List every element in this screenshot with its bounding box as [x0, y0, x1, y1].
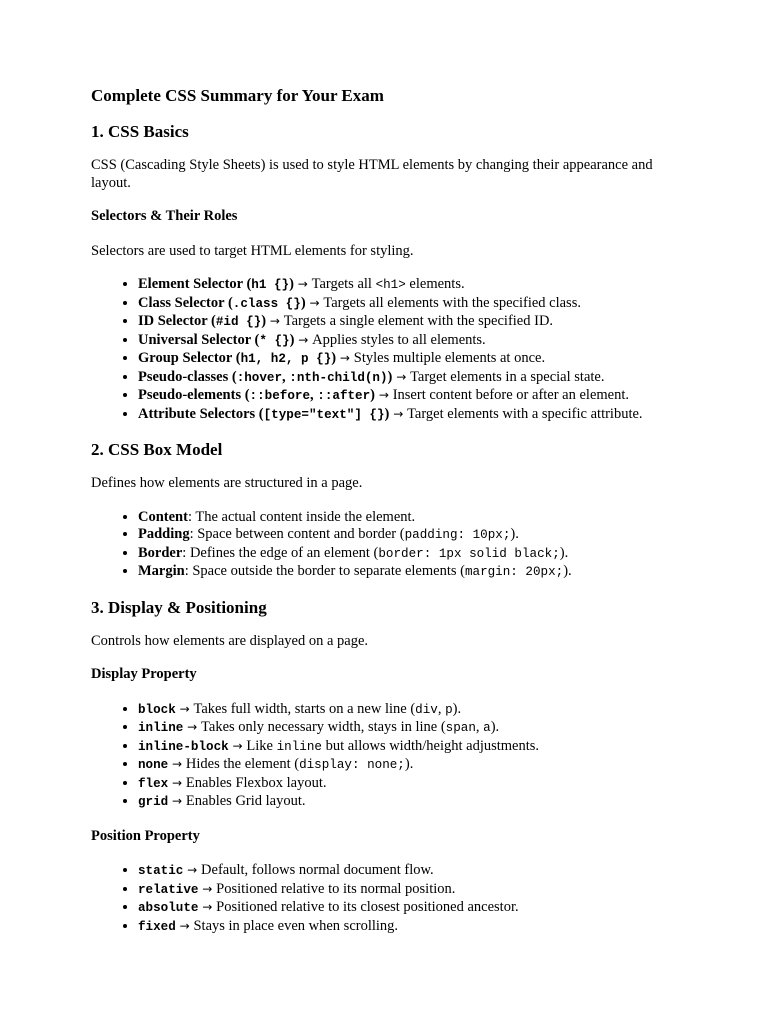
selectors-heading: Selectors & Their Roles: [91, 208, 238, 224]
list-item: • static → Default, follows normal document flow.: [138, 862, 681, 881]
css-basics-intro: CSS (Cascading Style Sheets) is used to style HTML elements by changing their appearance and layout.: [91, 157, 653, 191]
list-item: • absolute → Positioned relative to its closest positioned ancestor.: [138, 899, 681, 918]
list-item: • Content: The actual content inside the element.: [138, 509, 681, 527]
selectors-list: [91, 276, 681, 424]
list-item: • fixed → Stays in place even when scrolling.: [138, 918, 681, 937]
section-heading-css-basics: 1. CSS Basics: [91, 122, 189, 141]
display-property-list: [91, 701, 681, 812]
document-content: [91, 86, 681, 952]
list-item: • grid → Enables Grid layout.: [138, 793, 681, 812]
list-item: • Border: Defines the edge of an element (border: 1px solid black;).: [138, 545, 681, 564]
list-item: • none → Hides the element (display: none;).: [138, 756, 681, 775]
list-item: • Element Selector (h1 {}) → Targets all <h1> elements.: [138, 276, 681, 295]
section-heading-box-model: 2. CSS Box Model: [91, 440, 223, 459]
list-item: • inline → Takes only necessary width, stays in line (span, a).: [138, 719, 681, 738]
display-positioning-intro: Controls how elements are displayed on a page.: [91, 632, 369, 649]
box-model-list: [91, 509, 681, 582]
position-property-heading: Position Property: [91, 827, 200, 844]
position-property-list: [91, 862, 681, 936]
list-item: • Class Selector (.class {}) → Targets all elements with the specified class.: [138, 295, 681, 314]
document-title: Complete CSS Summary for Your Exam: [91, 86, 384, 105]
list-item: • Padding: Space between content and border (padding: 10px;).: [138, 526, 681, 545]
box-model-intro: Defines how elements are structured in a page.: [91, 475, 363, 491]
list-item: • Universal Selector (* {}) → Applies styles to all elements.: [138, 332, 681, 351]
list-item: • Pseudo-elements (::before, ::after) → Insert content before or after an element.: [138, 387, 681, 406]
list-item: • ID Selector (#id {}) → Targets a single element with the specified ID.: [138, 313, 681, 332]
list-item: • Pseudo-classes (:hover, :nth-child(n)) → Target elements in a special state.: [138, 369, 681, 388]
list-item: • relative → Positioned relative to its normal position.: [138, 881, 681, 900]
list-item: • inline-block → Like inline but allows width/height adjustments.: [138, 738, 681, 757]
list-item: • Attribute Selectors ([type="text"] {}) → Target elements with a specific attribute.: [138, 406, 681, 425]
list-item: • flex → Enables Flexbox layout.: [138, 775, 681, 794]
display-property-heading: Display Property: [91, 666, 197, 682]
selectors-intro: Selectors are used to target HTML elements for styling.: [91, 242, 414, 259]
list-item: • Group Selector (h1, h2, p {}) → Styles multiple elements at once.: [138, 350, 681, 369]
list-item: • block → Takes full width, starts on a new line (div, p).: [138, 701, 681, 720]
list-item: • Margin: Space outside the border to separate elements (margin: 20px;).: [138, 563, 681, 582]
section-heading-display-positioning: 3. Display & Positioning: [91, 597, 267, 617]
